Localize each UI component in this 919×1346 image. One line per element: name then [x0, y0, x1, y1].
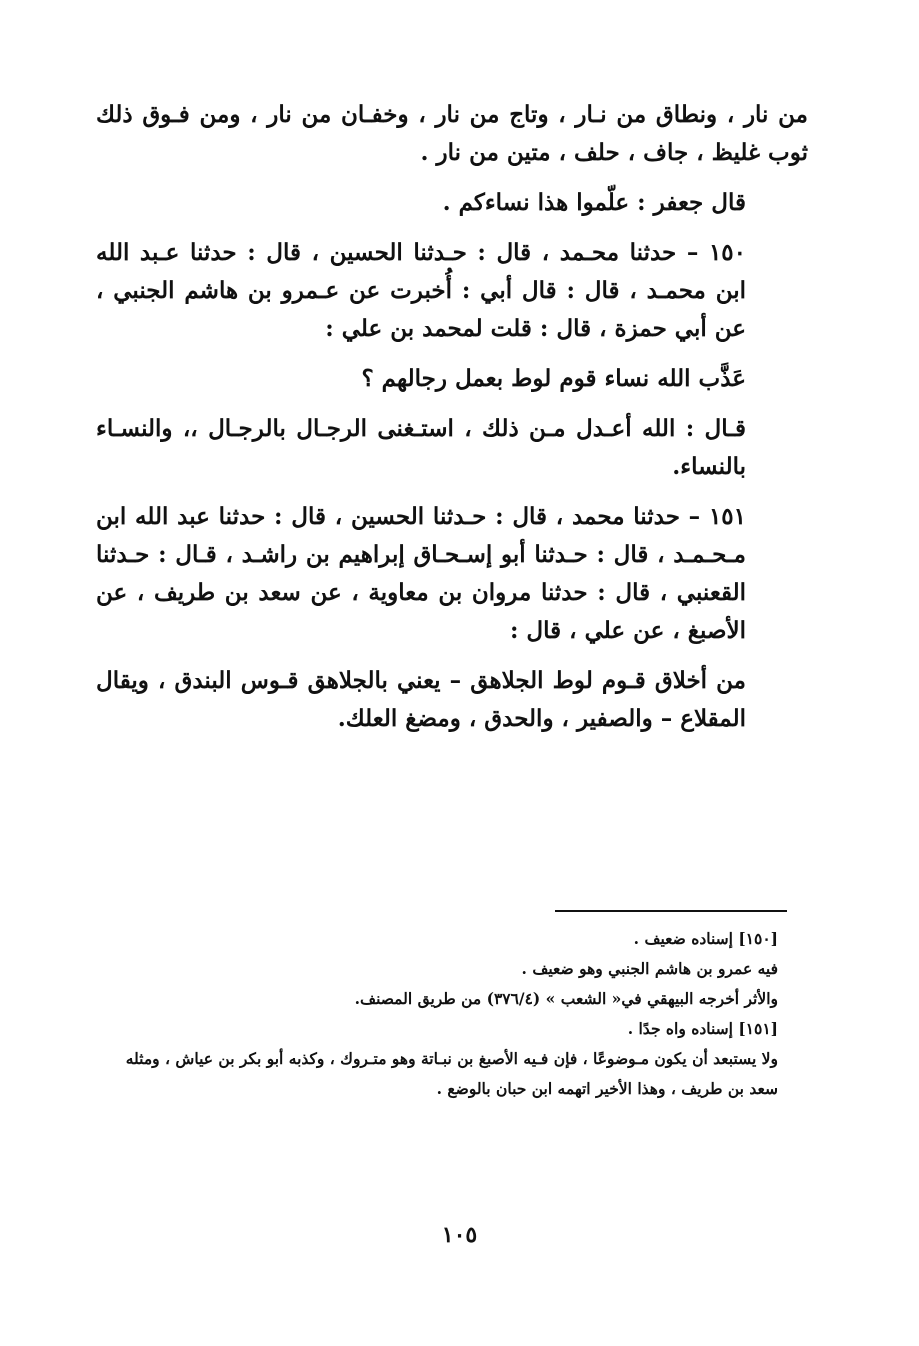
footnotes — [96, 910, 808, 1104]
paragraph-qawm-lut-manners: من أخلاق قـوم لوط الجلاهق – يعني بالجلاهق قـوس البندق ، ويقال المقلاع – والصفير ، والحدق ، ومضغ العلك. — [96, 667, 746, 732]
main-text — [96, 96, 808, 750]
footnote-151-text: ولا يستبعد أن يكون مـوضوعًا ، فإن فـيه الأصبغ بن نبـاتة وهو متـروك ، وكذبه أبو بكر بن عياش ، ومثله سعد بن طريف ، وهذا الأخير اتهمه ابن حبان بالوضع . — [125, 1049, 778, 1098]
page-number: ١٠٥ — [441, 1222, 478, 1248]
paragraph-continuation: من نار ، ونطاق من نـار ، وتاج من نار ، وخفـان من نار ، ومن فـوق ذلك ثوب غليظ ، جاف ، حلف ، متين من نار . — [96, 101, 808, 166]
footnote-150-heading: [١٥٠] إسناده ضعيف . — [633, 929, 778, 948]
paragraph-hadith-151: ١٥١ – حدثنا محمد ، قال : حـدثنا الحسين ، قال : حدثنا عبد الله ابن مـحـمـد ، قال : حـدثنا أبو إسـحـاق إبراهيم بن راشـد ، قـال : حـدثنا القعنبي ، قال : حدثنا مروان بن معاوية ، عن سعد بن طريف ، عن الأصبغ ، عن علي ، قال : — [96, 503, 746, 644]
footnote-150-line-2: والأثر أخرجه البيهقي في« الشعب » (٣٧٦/٤) من طريق المصنف. — [354, 989, 778, 1008]
paragraph-question: عَذَّب الله نساء قوم لوط بعمل رجالهم ؟ — [361, 365, 746, 392]
paragraph-jafar-saying: قال جعفر : علّموا هذا نساءكم . — [442, 189, 746, 216]
paragraph-hadith-150: ١٥٠ – حدثنا محـمد ، قال : حـدثنا الحسين ، قال : حدثنا عـبد الله ابن محمـد ، قال : قال أبي : أُخبرت عن عـمرو بن هاشم الجنبي ، عن أبي حمزة ، قال : قلت لمحمد بن علي : — [96, 239, 746, 342]
footnote-151-heading: [١٥١] إسناده واه جدًا . — [627, 1019, 778, 1038]
footnote-150-line-1: فيه عمرو بن هاشم الجنبي وهو ضعيف . — [521, 959, 778, 978]
paragraph-answer: قـال : الله أعـدل مـن ذلك ، استـغنى الرجـال بالرجـال ،، والنسـاء بالنساء. — [96, 415, 746, 480]
